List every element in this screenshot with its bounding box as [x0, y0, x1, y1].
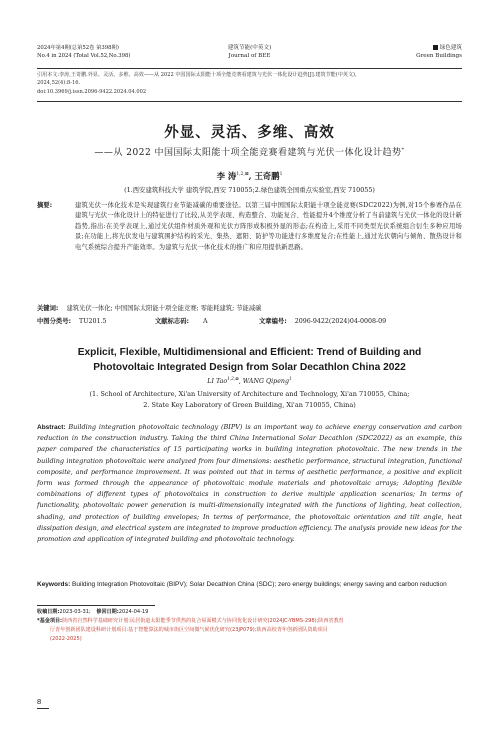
author-cn-1-sup: 1,2,⊠: [236, 172, 249, 178]
keywords-cn-label: 关键词:: [37, 305, 59, 312]
doc-value: A: [203, 318, 208, 325]
fund-line2: 厅青年创新团队建设科研计划项目:基于智能算法的城市街区空间微气候优化研究(23JP079);陕西高校青年创新团队资助项目: [50, 627, 328, 633]
abstract-en-text: Building integration photovoltaic technology (BIPV) is an important way to achieve energy conservation and carbon reduction in the construction industry. Taking the third China International Solar Decathlon (SDC2022) as an example, this paper compared the characteristics of 15 participating works in building integration photovoltaic. The new trends in the building integration photovoltaic were analyzed from four dimensions: aesthetic performance, structural integration, functional composite, and performance improvement. It was pointed out that in terms of aesthetic performance, a positive and explicit form was formed through the appearance of photovoltaic module materials and photovoltaic arrays; Adopting flexible combinations of different types of photovoltaics in construction to derive multiple application scenarios; In terms of functionality, photovoltaic power generation is multi-dimensionally integrated with the functions of lighting, heat collection, shading, and protection of building envelopes; In terms of performance, the photovoltaic orientation and tilt angle, heat dissipation design, and electrical system are integrated to improve production efficiency. The analysis provide new ideas for the promotion and application of integrated building and photovoltaic technology.: [37, 423, 462, 544]
author-en-2-sup: 1: [289, 376, 292, 381]
abstract-cn: [37, 201, 462, 253]
citation-rule: [37, 101, 462, 102]
section-en: Green Buildings: [416, 53, 462, 59]
clc-value: TU201.5: [79, 318, 107, 325]
fund-line3: (2022-2025): [50, 636, 82, 642]
footnote: [37, 608, 462, 644]
citation-line2: 2024,52(4):8-16.: [37, 80, 81, 87]
header-rule: [37, 68, 462, 69]
section-cn: 绿色建筑: [439, 45, 462, 51]
affiliation-en-line1: (1. School of Architecture, Xi'an University of Architecture and Technology, Xi'an 710055, China;: [89, 390, 410, 398]
abstract-cn-text: 建筑光伏一体化技术是实现建筑行业节能减碳的重要途径。以第三届中国国际太阳能十项全能竞赛(SDC2022)为例,对15个参赛作品在建筑与光伏一体化设计上的特征进行了比较,从美学表现、构造整合、功能复合、性能提升4个维度分析了当前建筑与光伏一体化的设计新趋势,指出:在美学表现上,通过光伏组件材质外观和光伏方阵形成积极外显的形态;在构造上,采用不同类型光伏系统组合衍生多种应用场景;在功能上,将光伏发电与建筑围护结构的采光、集热、遮阳、防护等功能进行多维度复合;在性能上,通过光伏朝向与倾角、散热设计和电气系统综合提升产能效率。为建筑与光伏一体化技术的推广和应用提供新思路。: [75, 202, 462, 251]
author-en-1: LI Tao: [207, 378, 228, 386]
author-en-2: WANG Qipeng: [242, 378, 290, 386]
keywords-en-text: Building Integration Photovoltaic (BIPV); Solar Decathlon China (SDC); zero energy buildings; energy saving and carbon reduction: [72, 581, 447, 588]
affiliation-en-line2: 2. State Key Laboratory of Green Building, Xi'an 710055, China): [143, 400, 356, 409]
section-name: [416, 44, 462, 60]
running-header: [37, 44, 462, 68]
classification-line: [37, 317, 386, 326]
received-date: 2023-03-31: [59, 609, 90, 615]
title-cn: 外显、灵活、多维、高效: [164, 124, 335, 141]
affiliation-en: [0, 389, 499, 410]
revised-date: 2024-04-19: [118, 609, 149, 615]
article-label: 文章编号:: [259, 318, 287, 325]
footnote-dates: 收稿日期:2023-03-31; 修回日期:2024-04-19: [37, 609, 149, 615]
affiliation-cn: (1.西安建筑科技大学 建筑学院,西安 710055;2.绿色建筑全国重点实验室,西安 710055): [124, 186, 375, 194]
journal-name: [37, 44, 462, 60]
journal-en: Journal of BEE: [228, 53, 271, 59]
authors-en: LI Tao$^{1,2,⊠}$, WANG Qipeng$^1$: [207, 376, 292, 386]
journal-cn: 建筑节能(中英文): [227, 45, 272, 51]
clc-label: 中图分类号:: [37, 318, 72, 325]
footnote-fund: [37, 617, 462, 644]
subtitle-cn: [0, 145, 499, 158]
fund-line1: 陕西省自然科学基础研究计划:民居街道太阳能季节供热的复合屋面模式与协同优化设计研究(2024JC-YBMS-298);陕西省教育: [62, 618, 344, 624]
article-value: 2096-9422(2024)04-0008-09: [294, 318, 387, 325]
fund-label: *基金项目:: [37, 618, 63, 624]
keywords-cn-text: 建筑光伏一体化; 中国国际太阳能十项全能竞赛; 零能耗建筑; 节能减碳: [66, 305, 262, 312]
citation-block: [37, 71, 462, 96]
abstract-cn-label: 摘要:: [37, 202, 53, 209]
footnote-rule: [37, 605, 155, 606]
abstract-en-label: Abstract:: [37, 424, 66, 431]
issue-cn: 2024年第4期(总第52卷 第398期): [37, 45, 119, 51]
keywords-en: [37, 579, 462, 591]
issue-en: No.4 in 2024 (Total Vol.52,No.398): [37, 53, 131, 59]
subtitle-mark: *: [401, 147, 405, 153]
page-number-rule: [37, 708, 49, 709]
author-cn-2-sup: 1: [279, 172, 283, 178]
keywords-en-label: Keywords:: [37, 581, 71, 588]
abstract-en: [37, 422, 462, 545]
doc-label: 文献标志码:: [155, 318, 190, 325]
author-cn-2: 王奇鹏: [254, 171, 280, 181]
revised-label: 修回日期:: [96, 609, 119, 615]
citation-doi: doi:10.3969/j.issn.2096-9422.2024.04.002: [37, 88, 147, 95]
keywords-cn: [37, 304, 261, 313]
received-label: 收稿日期:: [37, 609, 60, 615]
authors-cn: 李 涛$^{1,2,⊠}$, 王奇鹏$^1$: [216, 171, 283, 181]
title-en: [0, 346, 499, 375]
citation-line1: 引用本文:李涛,王奇鹏.外显、灵活、多维、高效——从 2022 中国国际太阳能十项全能竞赛看建筑与光伏一体化设计趋势[J].建筑节能(中英文),: [37, 72, 357, 78]
page-number: 8: [37, 697, 42, 706]
subtitle-cn-text: ——从 2022 中国国际太阳能十项全能竞赛看建筑与光伏一体化设计趋势: [94, 148, 402, 158]
section-square-icon: [433, 45, 438, 50]
title-en-line2: Photovoltaic Integrated Design from Solar Decathlon China 2022: [93, 361, 406, 373]
author-cn-1: 李 涛: [216, 171, 237, 181]
author-en-1-sup: 1,2,⊠: [227, 376, 239, 381]
title-en-line1: Explicit, Flexible, Multidimensional and Efficient: Trend of Building and: [77, 347, 422, 358]
